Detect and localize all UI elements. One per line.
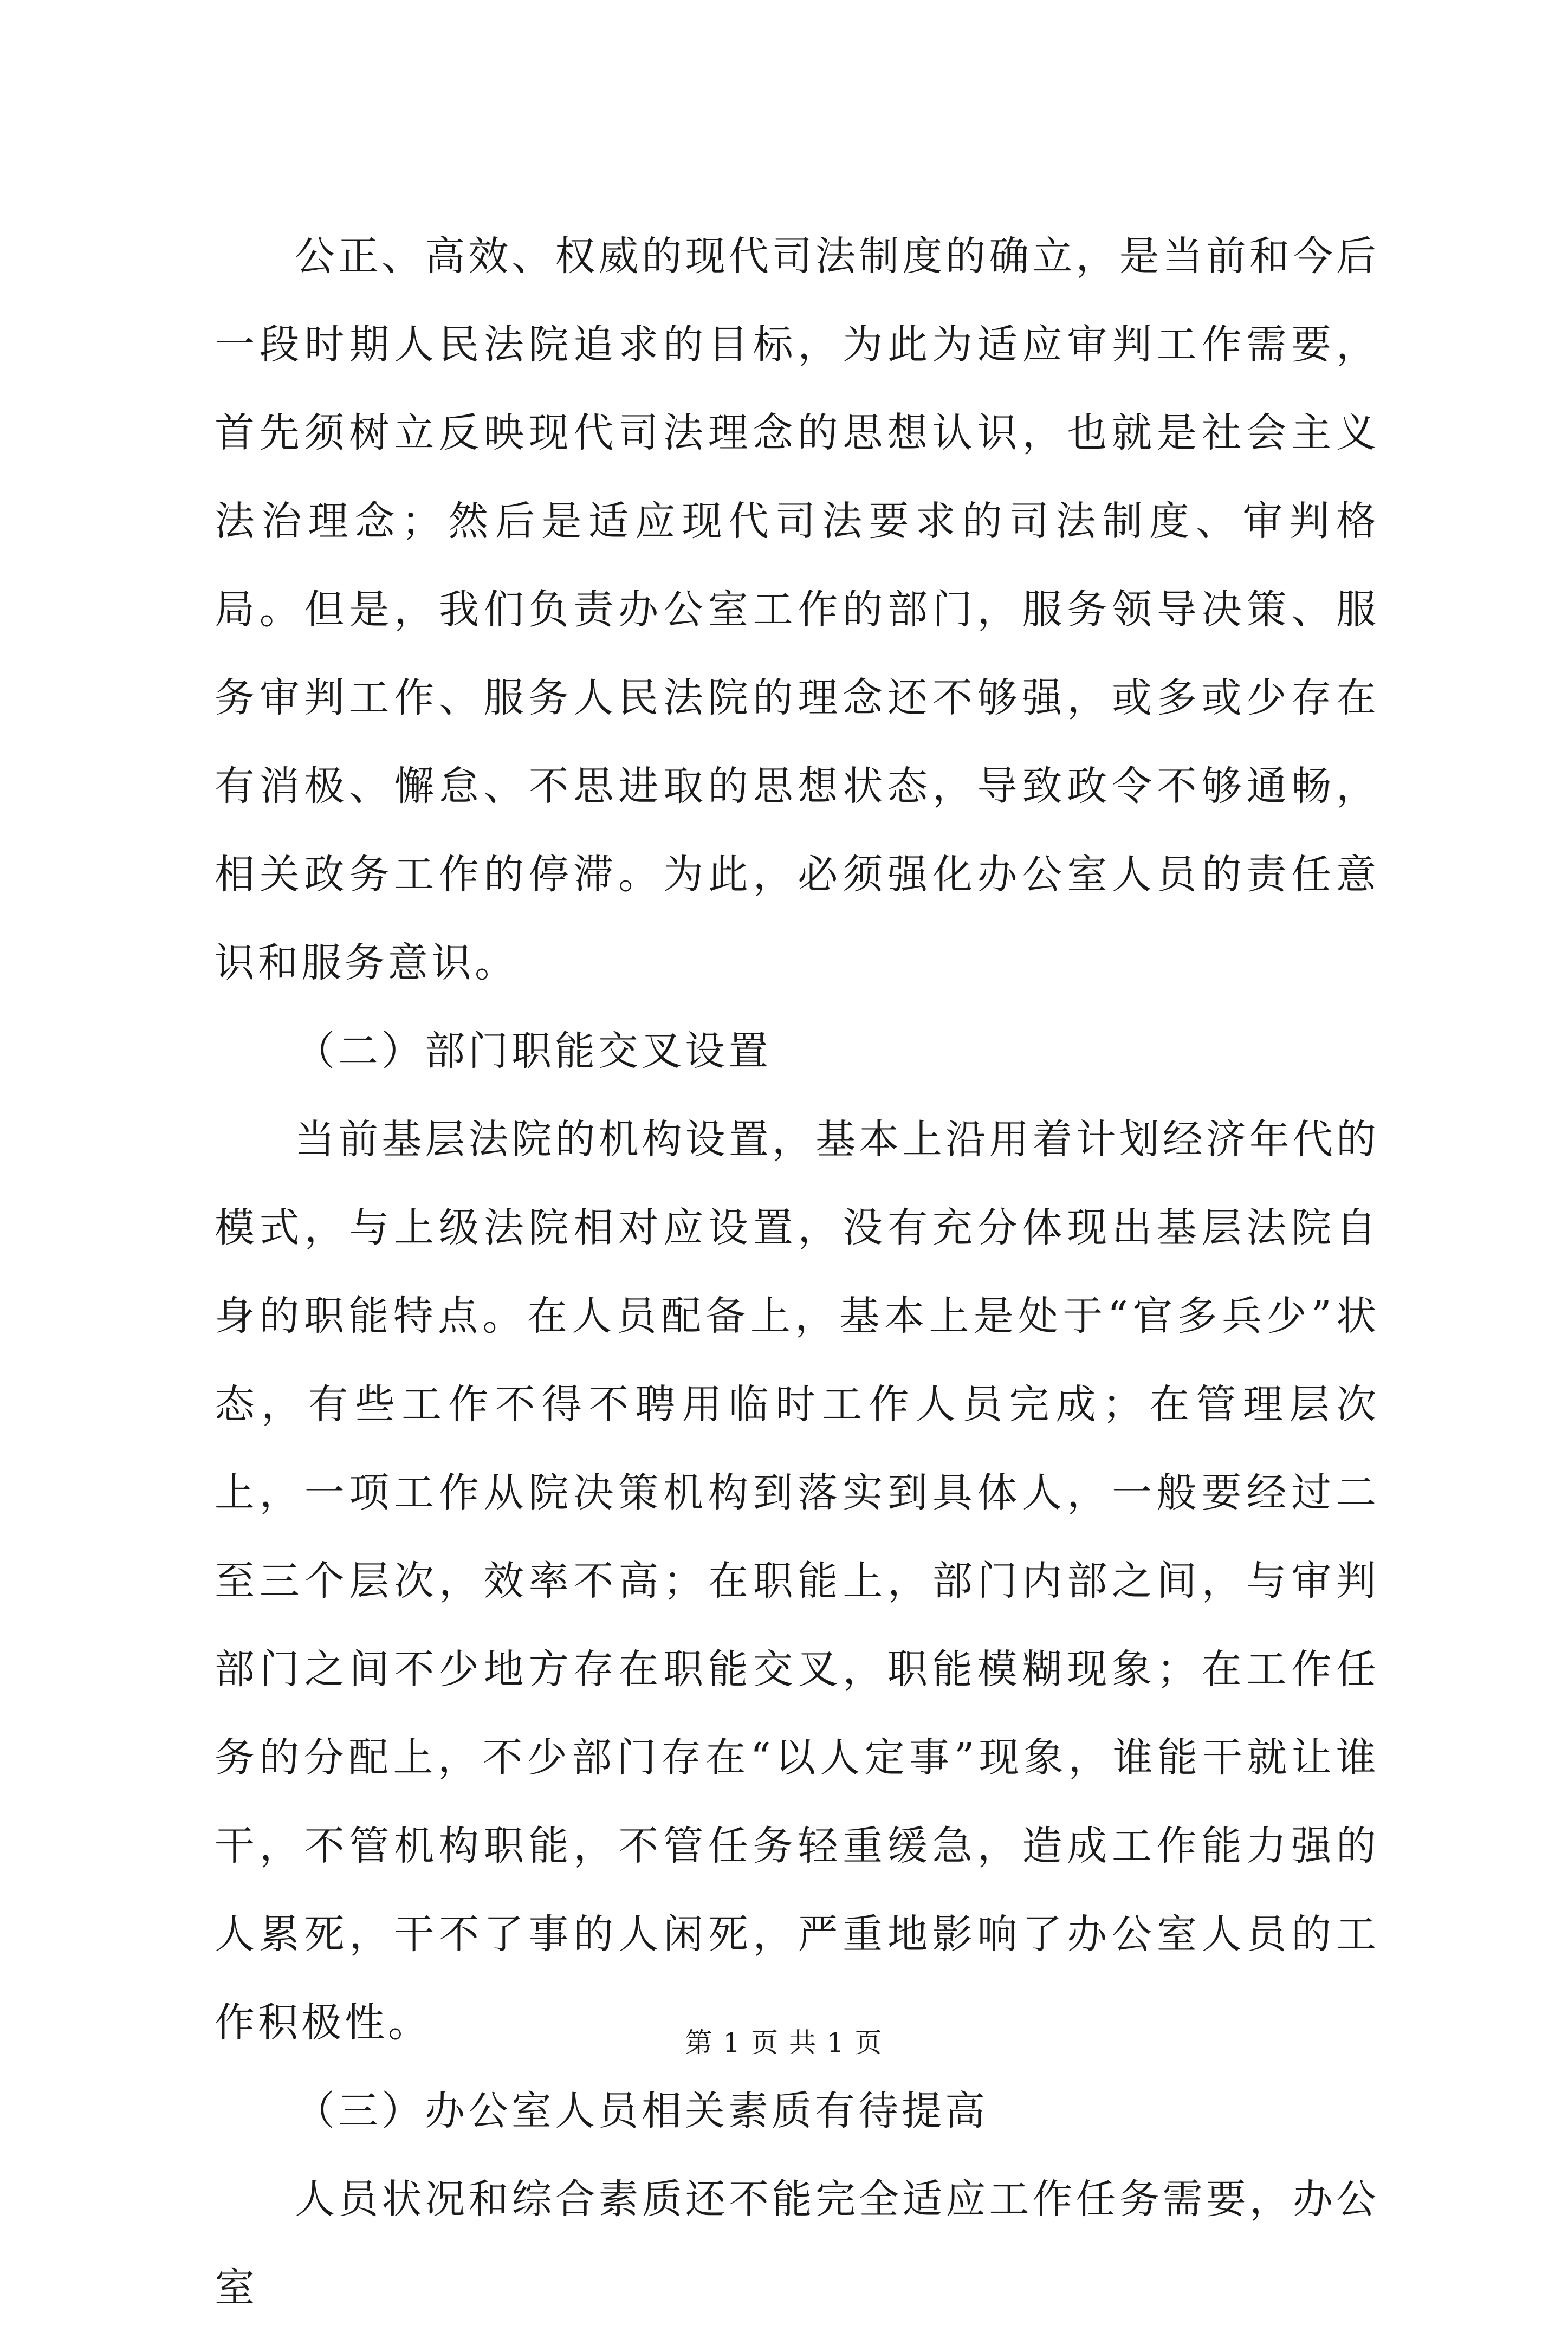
section-heading-3: （三）办公室人员相关素质有待提高 (295, 2088, 988, 2134)
paragraph-3: 人员状况和综合素质还不能完全适应工作任务需要，办公室 (215, 2176, 1379, 2311)
section-heading-2: （二）部门职能交叉设置 (295, 1028, 772, 1074)
paragraph-1: 公正、高效、权威的现代司法制度的确立，是当前和今后一段时期人民法院追求的目标，为此为适应审判工作需要，首先须树立反映现代司法理念的思想认识，也就是社会主义法治理念；然后是适应现代司法要求的司法制度、审判格局。但是，我们负责办公室工作的部门，服务领导决策、服务审判工作、服务人民法院的理念还不够强，或多或少存在有消极、懈怠、不思进取的思想状态，导致政令不够通畅，相关政务工作的停滞。为此，必须强化办公室人员的责任意识和服务意识。 (215, 233, 1379, 986)
page-footer: 第 1 页 共 1 页 (685, 2027, 883, 2058)
paragraph-2: 当前基层法院的机构设置，基本上沿用着计划经济年代的模式，与上级法院相对应设置，没有充分体现出基层法院自身的职能特点。在人员配备上，基本上是处于“官多兵少”状态，有些工作不得不聘用临时工作人员完成；在管理层次上，一项工作从院决策机构到落实到具体人，一般要经过二至三个层次，效率不高；在职能上，部门内部之间，与审判部门之间不少地方存在职能交叉，职能模糊现象；在工作任务的分配上，不少部门存在“以人定事”现象，谁能干就让谁干，不管机构职能，不管任务轻重缓急，造成工作能力强的人累死，干不了事的人闲死，严重地影响了办公室人员的工作积极性。 (215, 1116, 1379, 2046)
document-body (215, 212, 1379, 2332)
